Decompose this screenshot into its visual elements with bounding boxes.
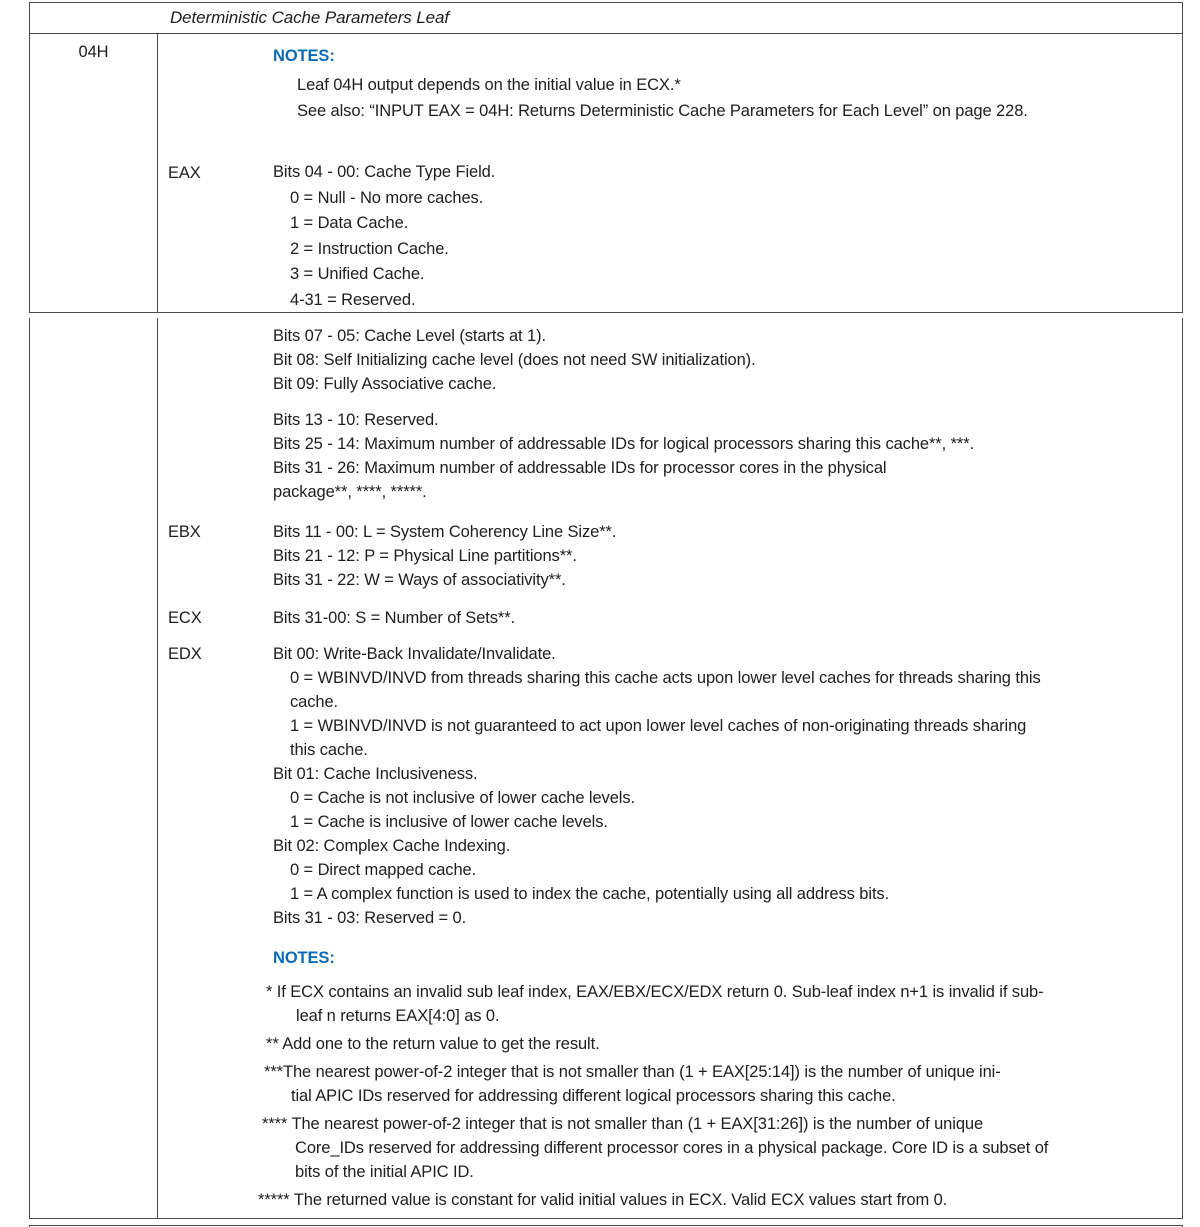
footnote-line: **** The nearest power-of-2 integer that is not smaller than (1 + EAX[31:26]) is the number of unique xyxy=(262,1115,984,1133)
footnote-line: Core_IDs reserved for addressing different processor cores in a physical package. Core ID is a subset of xyxy=(295,1139,1049,1157)
cpuid-table-fragment-top xyxy=(29,2,1183,313)
text-line: See also: “INPUT EAX = 04H: Returns Deterministic Cache Parameters for Each Level” on page 228. xyxy=(297,102,1028,120)
text-line: Bit 01: Cache Inclusiveness. xyxy=(273,765,478,783)
text-line: Bits 07 - 05: Cache Level (starts at 1). xyxy=(273,327,546,345)
ecx-description xyxy=(273,606,1182,630)
table-caption-row xyxy=(30,3,1182,34)
table-caption: Deterministic Cache Parameters Leaf xyxy=(170,8,450,27)
text-line: Bits 13 - 10: Reserved. xyxy=(273,411,439,429)
text-line: Bit 00: Write-Back Invalidate/Invalidate. xyxy=(273,645,556,663)
text-line: Bits 04 - 00: Cache Type Field. xyxy=(273,163,496,181)
footnote-line: tial APIC IDs reserved for addressing different logical processors sharing this cache. xyxy=(291,1087,896,1105)
footnote-line: leaf n returns EAX[4:0] as 0. xyxy=(296,1007,500,1025)
text-line: 1 = Cache is inclusive of lower cache levels. xyxy=(290,813,608,831)
ebx-description xyxy=(273,520,1182,592)
footnote-line: ***** The returned value is constant for valid initial values in ECX. Valid ECX values start from 0. xyxy=(258,1191,948,1209)
eax-row xyxy=(158,160,1182,312)
edx-description xyxy=(273,642,1182,930)
text-line: Bit 09: Fully Associative cache. xyxy=(273,375,497,393)
footnote-line: bits of the initial APIC ID. xyxy=(295,1163,474,1181)
text-line: 1 = A complex function is used to index the cache, potentially using all address bits. xyxy=(290,885,890,903)
text-line: Bits 11 - 00: L = System Coherency Line Size**. xyxy=(273,523,617,541)
text-line: 0 = WBINVD/INVD from threads sharing this cache acts upon lower level caches for threads sharing this xyxy=(290,669,1041,687)
text-line: 2 = Instruction Cache. xyxy=(290,239,449,258)
register-label-edx: EDX xyxy=(168,645,202,663)
text-line: Bits 21 - 12: P = Physical Line partitions**. xyxy=(273,547,577,565)
text-line: 1 = Data Cache. xyxy=(290,214,409,232)
footnote xyxy=(158,1188,1182,1212)
footnote xyxy=(158,1032,1182,1056)
text-line: 4-31 = Reserved. xyxy=(290,290,416,309)
text-line: package**, ****, *****. xyxy=(273,483,427,501)
eax-description-continued xyxy=(273,324,1182,504)
text-line: 0 = Direct mapped cache. xyxy=(290,861,477,879)
text-line: Leaf 04H output depends on the initial value in ECX.* xyxy=(297,76,681,94)
notes-heading: NOTES: xyxy=(273,949,335,967)
register-label-ebx: EBX xyxy=(168,523,201,541)
text-line: this cache. xyxy=(290,741,368,759)
text-line: Bit 08: Self Initializing cache level (does not need SW initialization). xyxy=(273,351,756,369)
text-line: Bits 31 - 22: W = Ways of associativity**. xyxy=(273,571,566,589)
text-line: 0 = Cache is not inclusive of lower cache levels. xyxy=(290,789,635,807)
text-line: cache. xyxy=(290,693,339,711)
text-line: Bit 02: Complex Cache Indexing. xyxy=(273,837,511,855)
text-line: Bits 25 - 14: Maximum number of addressable IDs for logical processors sharing this cache**, ***. xyxy=(273,435,975,453)
text-line: Bits 31-00: S = Number of Sets**. xyxy=(273,609,516,627)
text-line: 0 = Null - No more caches. xyxy=(290,188,484,207)
leaf-info-cell xyxy=(158,34,1182,312)
text-line: 3 = Unified Cache. xyxy=(290,265,425,283)
leaf-04h-row-continued xyxy=(30,318,1182,1218)
footnote-line: * If ECX contains an invalid sub leaf index, EAX/EBX/ECX/EDX return 0. Sub-leaf index n+1 is invalid if sub- xyxy=(266,983,1044,1001)
footnote xyxy=(158,1112,1182,1184)
register-label-eax: EAX xyxy=(168,164,201,182)
text-line: 1 = WBINVD/INVD is not guaranteed to act upon lower level caches of non-originating threads sharing xyxy=(290,717,1027,735)
footnote xyxy=(158,980,1182,1028)
footnote-line: ** Add one to the return value to get the result. xyxy=(266,1035,600,1053)
footnotes-block xyxy=(158,980,1182,1212)
footnote-line: ***The nearest power-of-2 integer that is not smaller than (1 + EAX[25:14]) is the number of unique ini- xyxy=(264,1063,1001,1081)
cpuid-table-fragment-continuation xyxy=(29,318,1183,1219)
edx-row xyxy=(158,642,1182,930)
leaf-info-cell-continued xyxy=(158,318,1182,1218)
eax-description xyxy=(273,160,1182,312)
ecx-row xyxy=(158,606,1182,630)
leaf-id-cell xyxy=(30,34,158,312)
leaf-id-cell-empty xyxy=(30,318,158,1218)
leaf-id: 04H xyxy=(78,43,109,61)
leaf-04h-row xyxy=(30,34,1182,312)
ebx-row xyxy=(158,520,1182,592)
register-label-ecx: ECX xyxy=(168,609,202,627)
notes-heading: NOTES: xyxy=(273,47,335,65)
footnote xyxy=(158,1060,1182,1108)
text-line: Bits 31 - 26: Maximum number of addressable IDs for processor cores in the physical xyxy=(273,459,887,477)
text-line: Bits 31 - 03: Reserved = 0. xyxy=(273,909,467,927)
